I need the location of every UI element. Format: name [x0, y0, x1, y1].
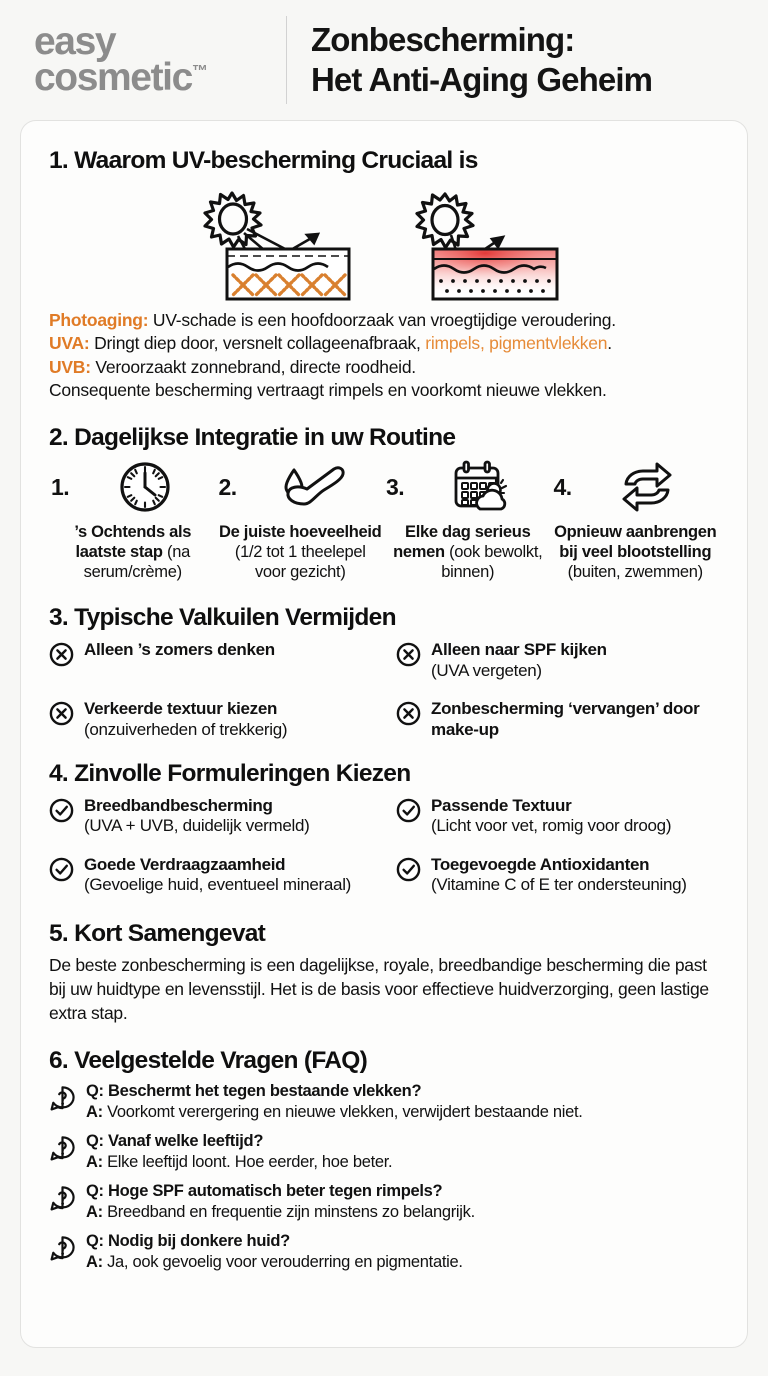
pitfall-3-text — [84, 699, 287, 740]
step-4-text — [554, 522, 718, 582]
page-header — [20, 0, 748, 120]
pitfall-1-text — [84, 640, 275, 660]
step-2-number: 2. — [218, 473, 237, 500]
formulation-item-3 — [49, 855, 372, 896]
faq-4-a-text: Ja, ook gevoelig voor verouderring en pigmentatie. — [102, 1252, 463, 1271]
step-3-text — [386, 522, 550, 582]
question-bubble-icon — [49, 1135, 76, 1162]
pitfall-1-bold: Alleen ’s zomers denken — [84, 640, 275, 660]
page-title-line-1: Zonbescherming: — [311, 20, 575, 58]
uv-diagrams — [49, 189, 719, 301]
clock-icon — [75, 460, 214, 514]
uv-line-photoaging — [49, 309, 719, 332]
step-2-bold: De juiste hoeveelheid — [219, 523, 382, 542]
step-1-bold: ’s Ochtends als laatste stap — [74, 523, 192, 562]
faq-3-a-text: Breedband en frequentie zijn minstens zo belangrijk. — [102, 1202, 475, 1221]
pitfall-3-bold: Verkeerde textuur kiezen — [84, 699, 278, 719]
content-card — [20, 120, 748, 1348]
formulation-2-light: (Licht voor vet, romig voor droog) — [431, 816, 672, 836]
uva-highlight-pigmentvlekken: pigmentvlekken — [489, 333, 608, 354]
pitfall-2-bold: Alleen naar SPF kijken — [431, 640, 607, 660]
repeat-arrows-icon — [578, 460, 717, 514]
brand-logo — [34, 20, 286, 99]
step-1-text — [51, 522, 215, 582]
faq-2-q-prefix: Q: — [86, 1132, 104, 1151]
pitfall-item-3 — [49, 699, 372, 740]
uvb-text: Veroorzaakt zonnebrand, directe roodheid. — [90, 356, 416, 377]
pitfall-3-light: (onzuiverheden of trekkerig) — [84, 719, 288, 739]
uvb-label: UVB: — [49, 356, 91, 377]
step-4-bold: Opnieuw aanbrengen bij veel blootstelling — [554, 523, 717, 562]
question-bubble-icon — [49, 1235, 76, 1262]
faq-4-question — [86, 1232, 290, 1250]
step-3-head — [386, 458, 550, 516]
droplet-spoon-icon — [243, 460, 382, 514]
formulation-item-2 — [396, 796, 719, 837]
uv-line-uva — [49, 332, 719, 355]
uv-line-consistency: Consequente bescherming vertraagt rimpels en voorkomt nieuwe vlekken. — [49, 379, 607, 400]
step-3-bold: Elke dag serieus nemen — [393, 523, 531, 562]
x-circle-icon — [396, 701, 421, 726]
formulation-1-light: (UVA + UVB, duidelijk vermeld) — [84, 816, 310, 836]
photoaging-text: UV-schade is een hoofdoorzaak van vroegtijdige veroudering. — [148, 310, 616, 330]
step-2-light: (1/2 tot 1 theelepel voor gezicht) — [234, 543, 366, 582]
faq-1-q-text: Beschermt het tegen bestaande vlekken? — [103, 1082, 422, 1101]
uva-highlight-rimpels: rimpels — [425, 333, 480, 354]
faq-1-q-prefix: Q: — [86, 1082, 104, 1101]
check-circle-icon — [49, 857, 74, 882]
step-2-head — [219, 458, 383, 516]
faq-2-body — [86, 1131, 392, 1172]
question-bubble-icon — [49, 1085, 76, 1112]
uva-label: UVA: — [49, 333, 90, 354]
routine-step-4 — [552, 458, 720, 582]
faq-4-answer — [86, 1253, 463, 1271]
faq-item-3 — [49, 1181, 719, 1222]
faq-1-body — [86, 1081, 583, 1122]
faq-item-2 — [49, 1131, 719, 1172]
page-title-line-2: Het Anti-Aging Geheim — [311, 61, 653, 98]
section-1-title: 1. Waarom UV-bescherming Cruciaal is — [49, 147, 478, 174]
question-bubble-icon — [49, 1185, 76, 1212]
faq-3-answer — [86, 1203, 475, 1221]
section-common-pitfalls — [49, 604, 719, 740]
faq-1-a-prefix: A: — [86, 1102, 103, 1121]
step-2-text — [219, 522, 383, 582]
faq-3-a-prefix: A: — [86, 1202, 103, 1221]
formulation-3-bold: Goede Verdraagzaamheid — [84, 854, 286, 874]
uva-separator: , — [479, 333, 490, 354]
faq-2-a-prefix: A: — [86, 1152, 103, 1171]
step-4-light: (buiten, zwemmen) — [567, 563, 703, 582]
uva-deep-penetration-collagen-breakdown-diagram — [185, 189, 365, 301]
step-1-head — [51, 458, 215, 516]
section-2-title: 2. Dagelijkse Integratie in uw Routine — [49, 424, 456, 452]
pitfall-4-text — [431, 699, 719, 740]
pitfalls-list — [49, 640, 719, 740]
pitfall-2-light: (UVA vergeten) — [431, 660, 542, 680]
formulations-list — [49, 796, 719, 896]
pitfall-2-text — [431, 640, 607, 681]
faq-list — [49, 1081, 719, 1272]
formulation-3-text — [84, 855, 351, 896]
faq-3-q-text: Hoge SPF automatisch beter tegen rimpels? — [103, 1182, 443, 1201]
formulation-4-bold: Toegevoegde Antioxidanten — [431, 854, 650, 874]
faq-3-question — [86, 1182, 442, 1200]
header-divider — [286, 16, 287, 104]
pitfall-item-4 — [396, 699, 719, 740]
formulation-item-1 — [49, 796, 372, 837]
uva-tail: . — [607, 333, 612, 354]
uv-explanation-text — [49, 309, 719, 402]
section-4-title: 4. Zinvolle Formuleringen Kiezen — [49, 760, 411, 787]
section-summary — [49, 920, 719, 1026]
faq-4-body — [86, 1231, 463, 1272]
faq-1-answer — [86, 1103, 583, 1121]
section-6-title: 6. Veelgestelde Vragen (FAQ) — [49, 1047, 368, 1075]
faq-3-q-prefix: Q: — [86, 1182, 104, 1201]
formulation-2-bold: Passende Textuur — [431, 796, 572, 815]
step-1-number: 1. — [51, 473, 70, 500]
faq-4-q-text: Nodig bij donkere huid? — [103, 1232, 290, 1251]
formulation-3-light: (Gevoelige huid, eventueel mineraal) — [84, 875, 352, 895]
step-4-head — [554, 458, 718, 516]
uvb-surface-sunburn-redness-diagram — [403, 189, 583, 301]
pitfall-item-1 — [49, 640, 372, 681]
routine-step-3 — [384, 458, 552, 582]
x-circle-icon — [49, 701, 74, 726]
section-good-formulations — [49, 760, 719, 896]
faq-2-question — [86, 1132, 263, 1150]
x-circle-icon — [49, 642, 74, 667]
x-circle-icon — [396, 642, 421, 667]
photoaging-label: Photoaging: — [49, 310, 149, 330]
formulation-item-4 — [396, 855, 719, 896]
faq-item-1 — [49, 1081, 719, 1122]
trademark-icon: ™ — [191, 63, 208, 80]
routine-steps — [49, 458, 719, 582]
section-3-title: 3. Typische Valkuilen Vermijden — [49, 604, 396, 632]
faq-1-a-text: Voorkomt verergering en nieuwe vlekken, verwijdert bestaande niet. — [102, 1102, 583, 1121]
step-3-light: (ook bewolkt, binnen) — [441, 543, 543, 582]
faq-2-answer — [86, 1153, 392, 1171]
section-daily-routine — [49, 424, 719, 582]
routine-step-1 — [49, 458, 217, 582]
logo-line-1: easy — [34, 20, 116, 64]
section-uv-protection — [49, 147, 719, 402]
check-circle-icon — [396, 857, 421, 882]
step-4-number: 4. — [553, 473, 572, 500]
uv-line-uvb — [49, 356, 719, 379]
section-5-title: 5. Kort Samengevat — [49, 919, 266, 947]
check-circle-icon — [49, 798, 74, 823]
formulation-4-light: (Vitamine C of E ter ondersteuning) — [431, 875, 687, 895]
check-circle-icon — [396, 798, 421, 823]
faq-2-a-text: Elke leeftijd loont. Hoe eerder, hoe beter. — [102, 1152, 393, 1171]
step-3-number: 3. — [386, 473, 405, 500]
uva-text: Dringt diep door, versnelt collageenafbraak, — [89, 333, 426, 354]
faq-3-body — [86, 1181, 475, 1222]
pitfall-item-2 — [396, 640, 719, 681]
pitfall-4-bold: Zonbescherming ‘vervangen’ door make-up — [431, 699, 700, 739]
formulation-4-text — [431, 855, 687, 896]
faq-4-a-prefix: A: — [86, 1252, 103, 1271]
section-faq — [49, 1047, 719, 1272]
logo-word-cosmetic: cosmetic — [34, 56, 192, 99]
faq-2-q-text: Vanaf welke leeftijd? — [103, 1132, 264, 1151]
faq-1-question — [86, 1082, 421, 1100]
calendar-cloud-icon — [410, 459, 549, 515]
summary-body: De beste zonbescherming is een dagelijkse, royale, breedbandige bescherming die past bij uw huidtype en levensstijl. Het is de basis voor effectieve huidverzorging, geen lastige extra stap. — [49, 954, 709, 1023]
step-1-light: (na serum/crème) — [83, 543, 190, 582]
page-title — [311, 20, 652, 101]
logo-line-2 — [34, 56, 208, 99]
formulation-1-bold: Breedbandbescherming — [84, 796, 273, 815]
faq-4-q-prefix: Q: — [86, 1232, 104, 1251]
routine-step-2 — [217, 458, 385, 582]
formulation-1-text — [84, 796, 309, 837]
formulation-2-text — [431, 796, 671, 837]
faq-item-4 — [49, 1231, 719, 1272]
